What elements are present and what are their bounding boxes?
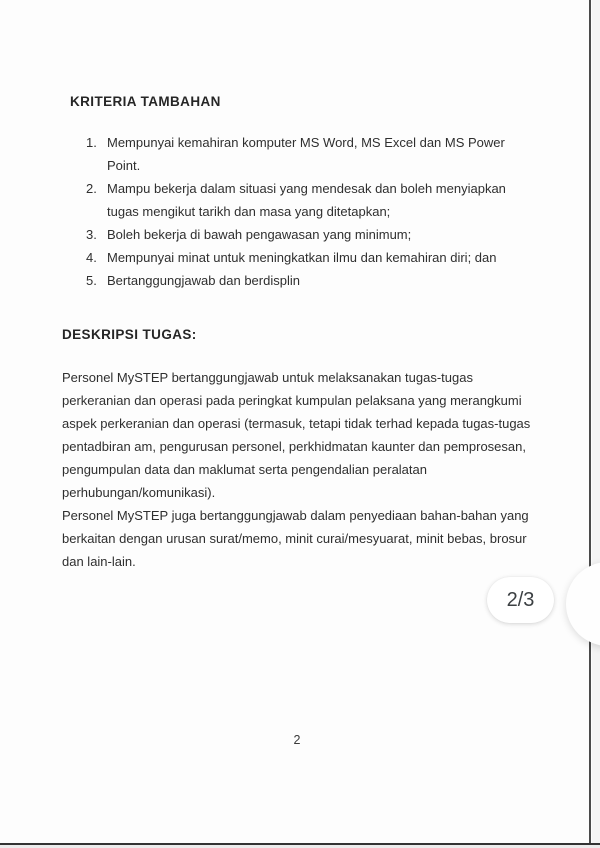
list-item-number: 1. [86, 135, 97, 150]
page-right-edge [589, 0, 591, 846]
criteria-list [86, 131, 534, 292]
list-item [86, 177, 534, 223]
list-item-text: Mempunyai kemahiran komputer MS Word, MS Excel dan MS Power Point. [107, 135, 505, 173]
list-item [86, 246, 534, 269]
list-item-number: 2. [86, 181, 97, 196]
list-item [86, 131, 534, 177]
list-item-number: 4. [86, 250, 97, 265]
task-description [62, 366, 533, 573]
section-heading-kriteria-tambahan: KRITERIA TAMBAHAN [70, 94, 221, 109]
page-indicator-badge: 2/3 [487, 577, 554, 623]
page-bottom-edge [0, 843, 600, 845]
task-paragraph: Personel MySTEP juga bertanggungjawab dalam penyediaan bahan-bahan yang berkaitan dengan urusan surat/memo, minit curai/mesyuarat, minit bebas, brosur dan lain-lain. [62, 508, 529, 569]
list-item [86, 269, 534, 292]
task-paragraph: Personel MySTEP bertanggungjawab untuk melaksanakan tugas-tugas perkeranian dan operasi pada peringkat kumpulan pelaksana yang merangkumi aspek perkeranian dan operasi (termasuk, tetapi tidak terhad kepada tugas-tugas pentadbiran am, pengurusan personel, perkhidmatan kaunter dan pemprosesan, pengumpulan data dan maklumat serta pengendalian peralatan perhubungan/komunikasi). [62, 370, 531, 500]
list-item-text: Bertanggungjawab dan berdisplin [107, 273, 300, 288]
list-item-number: 5. [86, 273, 97, 288]
viewer-background-strip [592, 0, 600, 845]
list-item [86, 223, 534, 246]
list-item-text: Boleh bekerja di bawah pengawasan yang minimum; [107, 227, 412, 242]
list-item-number: 3. [86, 227, 97, 242]
page-number: 2 [293, 733, 301, 747]
list-item-text: Mempunyai minat untuk meningkatkan ilmu dan kemahiran diri; dan [107, 250, 497, 265]
list-item-text: Mampu bekerja dalam situasi yang mendesak dan boleh menyiapkan tugas mengikut tarikh dan masa yang ditetapkan; [107, 181, 506, 219]
section-heading-deskripsi-tugas: DESKRIPSI TUGAS: [62, 327, 197, 342]
